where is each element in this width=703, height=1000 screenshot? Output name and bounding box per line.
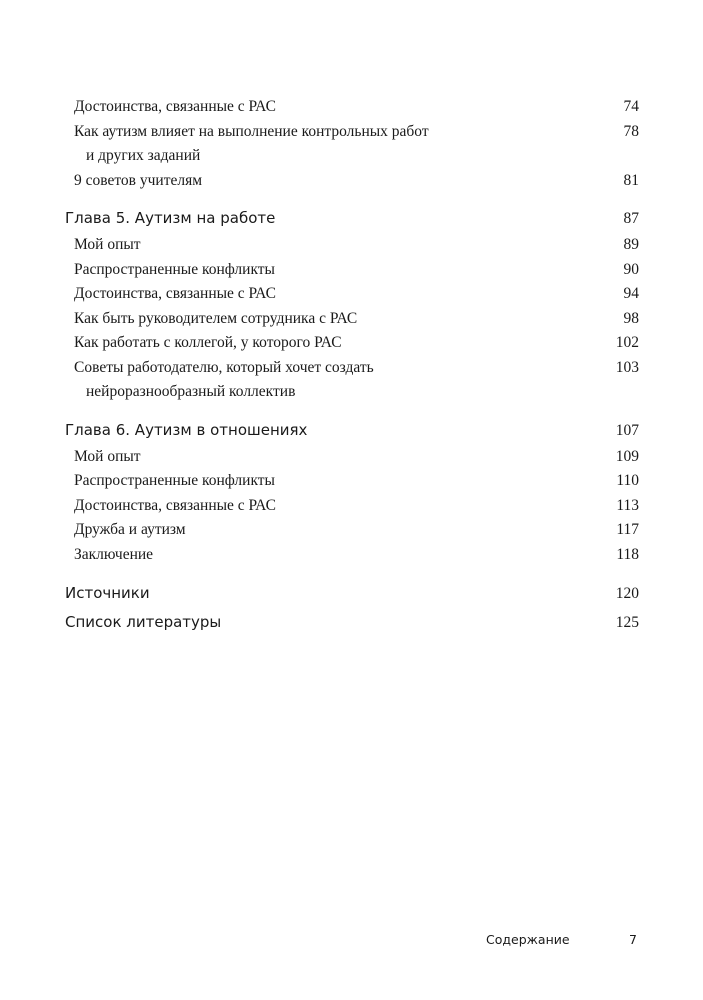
toc-entry-title: Достоинства, связанные с РАС bbox=[74, 285, 276, 302]
toc-entry-title bbox=[74, 120, 429, 169]
toc-sources[interactable] bbox=[65, 581, 639, 606]
toc-entry[interactable] bbox=[65, 307, 639, 332]
toc-entry-page: 103 bbox=[615, 358, 639, 376]
toc-entry-title: Распространенные конфликты bbox=[74, 260, 275, 278]
toc-entry-page: 102 bbox=[615, 334, 639, 351]
toc-entry-title: Распространенные конфликты bbox=[74, 472, 275, 489]
toc-entry-title: Мой опыт bbox=[74, 447, 141, 465]
toc-entry[interactable] bbox=[65, 469, 639, 494]
toc-entry[interactable] bbox=[65, 120, 639, 169]
toc-entry-title-line2: и других заданий bbox=[86, 147, 201, 164]
page-number: 7 bbox=[629, 932, 637, 947]
toc-bibliography[interactable] bbox=[65, 610, 639, 635]
toc-entry-title: Как работать с коллегой, у которого РАС bbox=[74, 334, 342, 351]
bibliography-page: 125 bbox=[615, 614, 639, 631]
toc-entry-title-line2: нейроразнообразный коллектив bbox=[86, 383, 296, 400]
toc-chapter-6[interactable] bbox=[65, 418, 639, 443]
sources-page: 120 bbox=[615, 585, 639, 602]
toc-entry-title: Дружба и аутизм bbox=[74, 521, 186, 538]
toc-entry-title: 9 советов учителям bbox=[74, 171, 203, 189]
toc-entry[interactable] bbox=[65, 356, 639, 405]
toc-entry-title-line1: Советы работодателю, который хочет создать bbox=[74, 358, 374, 376]
toc-entry-page: 74 bbox=[623, 98, 639, 115]
toc-entry-page: 118 bbox=[616, 545, 639, 563]
toc-entry[interactable] bbox=[65, 331, 639, 356]
toc-entry-page: 117 bbox=[616, 521, 639, 538]
toc-entry[interactable] bbox=[65, 282, 639, 307]
toc-entry[interactable] bbox=[65, 95, 639, 120]
chapter-page: 107 bbox=[615, 421, 639, 439]
table-of-contents bbox=[65, 95, 639, 639]
toc-entry-title: Заключение bbox=[74, 545, 154, 563]
toc-entry[interactable] bbox=[65, 445, 639, 470]
chapter-title: Глава 5. Аутизм на работе bbox=[65, 209, 276, 227]
toc-entry-title: Достоинства, связанные с РАС bbox=[74, 496, 276, 514]
toc-entry[interactable] bbox=[65, 233, 639, 258]
toc-entry-page: 113 bbox=[616, 496, 639, 514]
toc-entry-page: 89 bbox=[623, 236, 639, 253]
toc-entry[interactable] bbox=[65, 518, 639, 543]
sources-title: Источники bbox=[65, 584, 150, 602]
toc-entry-title bbox=[74, 356, 374, 405]
page-footer bbox=[0, 932, 703, 952]
running-footer-section: Содержание bbox=[486, 932, 570, 947]
chapter-page: 87 bbox=[623, 210, 639, 227]
toc-back-matter bbox=[65, 581, 639, 635]
chapter-title: Глава 6. Аутизм в отношениях bbox=[65, 420, 308, 439]
toc-entry-page: 81 bbox=[623, 171, 639, 189]
toc-entry-page: 109 bbox=[615, 447, 639, 465]
toc-entry-page: 90 bbox=[623, 260, 639, 278]
toc-entry-title: Достоинства, связанные с РАС bbox=[74, 98, 276, 115]
toc-entry-page: 78 bbox=[623, 122, 639, 140]
toc-entry-page: 110 bbox=[616, 472, 639, 489]
toc-entry[interactable] bbox=[65, 169, 639, 194]
toc-entry-page: 98 bbox=[623, 309, 639, 327]
toc-entry[interactable] bbox=[65, 258, 639, 283]
toc-entry-title: Мой опыт bbox=[74, 236, 141, 253]
toc-entry-title-line1: Как аутизм влияет на выполнение контрольных работ bbox=[74, 122, 429, 140]
toc-entry[interactable] bbox=[65, 543, 639, 568]
toc-chapter-5[interactable] bbox=[65, 206, 639, 231]
toc-entry[interactable] bbox=[65, 494, 639, 519]
toc-entry-title: Как быть руководителем сотрудника с РАС bbox=[74, 309, 358, 327]
toc-entry-page: 94 bbox=[623, 285, 639, 302]
bibliography-title: Список литературы bbox=[65, 613, 222, 631]
